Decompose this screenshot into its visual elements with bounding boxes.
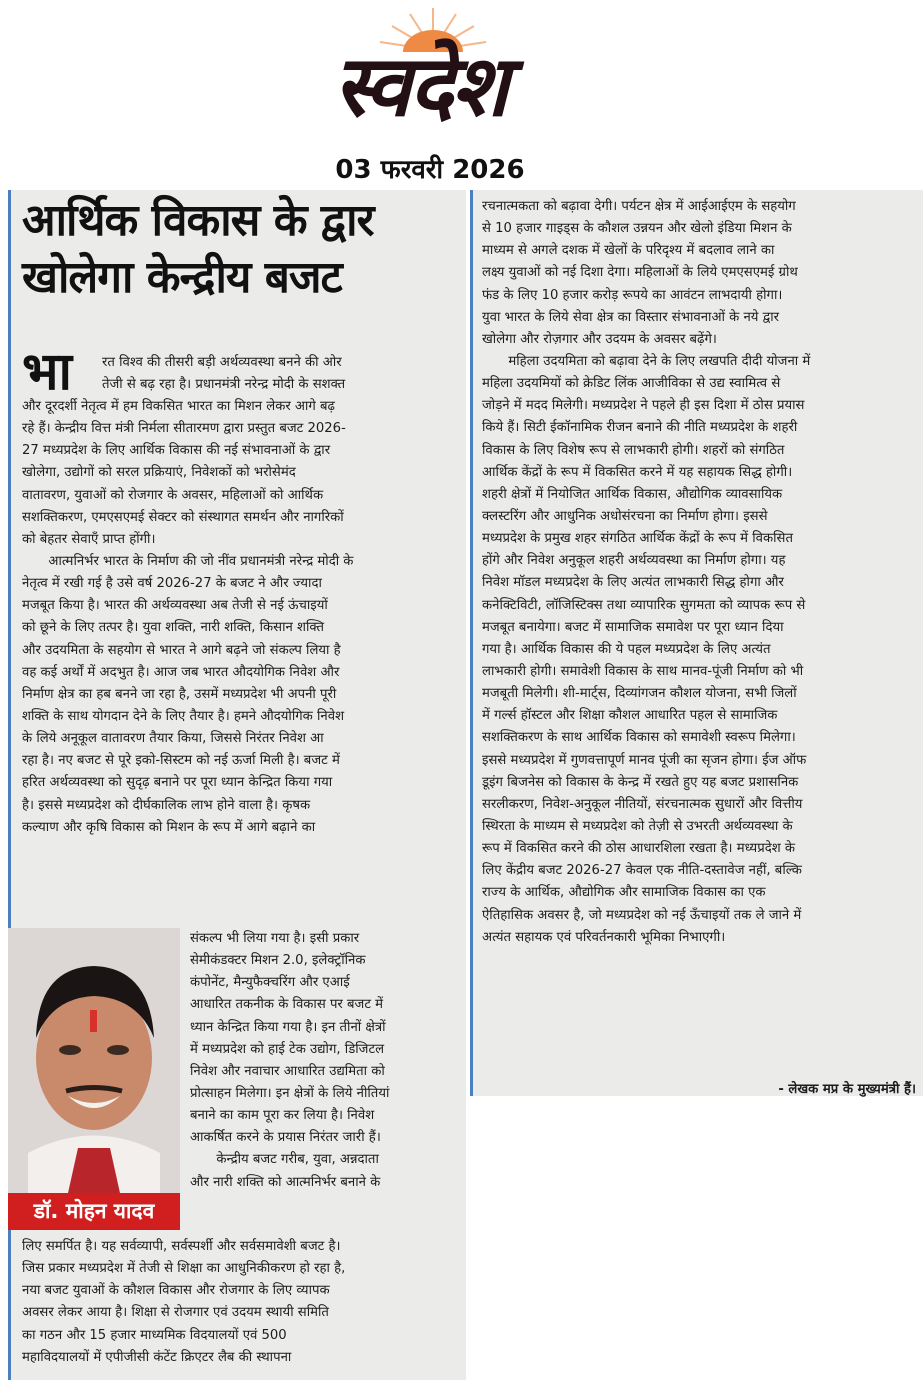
drop-cap: भा (22, 341, 73, 402)
text-line: रहे हैं। केन्द्रीय वित्त मंत्री निर्मला सीतारमण द्वारा प्रस्तुत बजट 2026- (22, 421, 346, 437)
text-line: है। इससे मध्यप्रदेश को दीर्घकालिक लाभ होने वाला है। कृषक (22, 797, 311, 813)
text-line: शक्ति के साथ योगदान देने के लिए तैयार है। हमने औदयोगिक निवेश (22, 708, 345, 724)
text-line: मजबूती मिलेगी। शी-मार्ट्स, दिव्यांगजन कौशल योजना, सभी जिलों (482, 686, 797, 702)
text-line: स्थिरता के माध्यम से मध्यप्रदेश को तेज़ी से उभरती अर्थव्यवस्था के (482, 818, 793, 834)
text-line: सरलीकरण, निवेश-अनुकूल नीतियों, संरचनात्मक सुधारों और वित्तीय (482, 796, 803, 812)
article-body-left-wrap (190, 928, 460, 1194)
text-line: राज्य के आर्थिक, औद्योगिक और सामाजिक विकास का एक (482, 885, 766, 901)
text-line: महिला उदयमिता को बढ़ावा देने के लिए लखपति दीदी योजना में (482, 353, 811, 369)
text-line: को बेहतर सेवाएँ प्राप्त होंगी। (22, 531, 156, 547)
text-line: कंपोनेंट, मैन्युफैक्चरिंग और एआई (190, 975, 350, 991)
text-line: अवसर लेकर आया है। शिक्षा से रोजगार एवं उदयम स्थायी समिति (22, 1305, 329, 1321)
text-line: जिस प्रकार मध्यप्रदेश में तेजी से शिक्षा का आधुनिकीकरण हो रहा है, (22, 1261, 346, 1277)
text-line: बनाने का काम पूरा कर लिया है। निवेश (190, 1108, 375, 1124)
article-body-left-bottom (22, 1236, 462, 1369)
text-line: तेजी से बढ़ रहा है। प्रधानमंत्री नरेन्द्र मोदी के सशक्त (102, 377, 346, 393)
text-line: वातावरण, युवाओं को रोजगार के अवसर, महिलाओं को आर्थिक (22, 487, 324, 503)
text-line: मजबूत किया है। भारत की अर्थव्यवस्था अब तेजी से नई ऊंचाइयों (22, 598, 328, 614)
text-line: प्रोत्साहन मिलेगा। इन क्षेत्रों के लिये नीतियां (190, 1085, 390, 1101)
text-line: रहा है। नए बजट से पूरे इको-सिस्टम को नई ऊर्जा मिली है। बजट में (22, 753, 340, 769)
text-line: नेतृत्व में रखी गई है उसे वर्ष 2026-27 के बजट ने और ज्यादा (22, 576, 322, 592)
text-line: केन्द्रीय बजट गरीब, युवा, अन्नदाता (190, 1152, 379, 1168)
text-line: गया है। आर्थिक विकास की ये पहल मध्यप्रदेश के लिए अत्यंत (482, 641, 771, 657)
text-line: निवेश मॉडल मध्यप्रदेश के लिए अत्यंत लाभकारी सिद्ध होगा और (482, 575, 784, 591)
text-line: डूइंग बिजनेस को विकास के केन्द्र में रखते हुए यह बजट प्रशासनिक (482, 774, 799, 790)
text-line: फंड के लिए 10 हजार करोड़ रूपये का आवंटन लाभदायी होगा। (482, 287, 783, 303)
text-line: में गर्ल्स हॉस्टल और शिक्षा कौशल आधारित पहल से सामाजिक (482, 708, 778, 724)
text-line: वह कई अर्थों में अदभुत है। आज जब भारत औदयोगिक निवेश और (22, 664, 340, 680)
text-line: विकास के लिए विशेष रूप से लाभकारी होगी। शहरों को संगठित (482, 442, 785, 458)
text-line: निर्माण क्षेत्र का हब बनने जा रहा है, उसमें मध्यप्रदेश भी अपनी पूरी (22, 686, 337, 702)
article-body-left-intro (102, 352, 457, 396)
text-line: ऐतिहासिक अवसर है, जो मध्यप्रदेश को नई ऊँचाइयों तक ले जाने में (482, 907, 802, 923)
article-headline (22, 192, 462, 306)
text-line: रचनात्मकता को बढ़ावा देगी। पर्यटन क्षेत्र में आईआईएम के सहयोग (482, 199, 796, 214)
text-line: महिला उदयमियों को क्रेडिट लिंक आजीविका से उद्य स्वामित्व से (482, 376, 781, 392)
text-line: लिए केंद्रीय बजट 2026-27 केवल एक नीति-दस्तावेज नहीं, बल्कि (482, 863, 802, 879)
text-line: 27 मध्यप्रदेश के लिए आर्थिक विकास की नई संभावनाओं के द्वार (22, 443, 331, 459)
text-line: और दूरदर्शी नेतृत्व में हम विकसित भारत का मिशन लेकर आगे बढ़ (22, 399, 335, 414)
text-line: नया बजट युवाओं के कौशल विकास और रोजगार के लिए व्यापक (22, 1283, 330, 1299)
text-line: सेमीकंडक्टर मिशन 2.0, इलेक्ट्रॉनिक (190, 953, 366, 969)
headline-line-1: आर्थिक विकास के द्वार (22, 195, 374, 246)
text-line: खोलेगा, उद्योगों को सरल प्रक्रियाएं, निवेशकों को भरोसेमंद (22, 465, 296, 481)
text-line: रूप में विकसित करने की ठोस आधारशिला रखता है। मध्यप्रदेश के (482, 841, 795, 857)
text-line: माध्यम से अगले दशक में खेलों के परिदृश्य में बदलाव लाने का (482, 243, 775, 259)
text-line: का गठन और 15 हजार माध्यमिक विदयालयों एवं 500 (22, 1327, 287, 1343)
author-signoff: - लेखक मप्र के मुख्यमंत्री हैं। (778, 1082, 916, 1097)
text-line: होंगे और निवेश अनुकूल शहरी अर्थव्यवस्था का निर्माण होगा। यह (482, 553, 786, 569)
text-line: आकर्षित करने के प्रयास निरंतर जारी हैं। (190, 1130, 381, 1146)
text-line: आर्थिक केंद्रों के रूप में विकसित करने में यह सहायक सिद्ध होगी। (482, 464, 793, 480)
text-line: इससे मध्यप्रदेश में गुणवत्तापूर्ण मानव पूंजी का सृजन होगा। ईज ऑफ (482, 752, 807, 768)
text-line: सशक्तिकरण, एमएसएमई सेक्टर को संस्थागत समर्थन और नागरिकों (22, 509, 344, 525)
text-line: लाभकारी होगी। समावेशी विकास के साथ मानव-पूंजी निर्माण को भी (482, 663, 804, 679)
text-line: किये हैं। सिटी ईकॉनामिक रीजन बनाने की नीति मध्यप्रदेश के शहरी (482, 420, 798, 436)
text-line: ध्यान केन्द्रित किया गया है। इन तीनों क्षेत्रों (190, 1019, 386, 1035)
text-line: रत विश्व की तीसरी बड़ी अर्थव्यवस्था बनने की ओर (102, 355, 342, 370)
text-line: और नारी शक्ति को आत्मनिर्भर बनाने के (190, 1174, 381, 1190)
text-line: सशक्तिकरण के साथ आर्थिक विकास को समावेशी स्वरूप मिलेगा। (482, 730, 796, 746)
text-line: के लिये अनूकूल वातावरण तैयार किया, जिससे निरंतर निवेश आ (22, 731, 324, 747)
newspaper-logo: स्वदेश (333, 36, 507, 135)
text-line: संकल्प भी लिया गया है। इसी प्रकार (190, 931, 360, 946)
text-line: खोलेगा और रोज़गार और उदयम के अवसर बढ़ेंगे। (482, 331, 717, 347)
text-line: निवेश और नवाचार आधारित उद्यमिता को (190, 1063, 385, 1079)
publication-date: 03 फरवरी 2026 (335, 155, 525, 185)
article-body-left (22, 396, 462, 839)
text-line: कल्याण और कृषि विकास को मिशन के रूप में आगे बढ़ाने का (22, 819, 316, 835)
text-line: को छूने के लिए तत्पर है। युवा शक्ति, नारी शक्ति, किसान शक्ति (22, 620, 324, 636)
text-line: शहरी क्षेत्रों में नियोजित आर्थिक विकास, औद्योगिक व्यावसायिक (482, 486, 783, 502)
text-line: मजबूत बनायेगा। बजट में सामाजिक समावेश पर पूरा ध्यान दिया (482, 619, 784, 635)
text-line: कनेक्टिविटी, लॉजिस्टिक्स तथा व्यापारिक सुगमता को व्यापक रूप से (482, 597, 806, 613)
text-line: हरित अर्थव्यवस्था को सुदृढ़ बनाने पर पूरा ध्यान केन्द्रित किया गया (22, 775, 333, 791)
text-line: लिए समर्पित है। यह सर्वव्यापी, सर्वस्पर्शी और सर्वसमावेशी बजट है। (22, 1239, 341, 1254)
text-line: से 10 हजार गाइड्स के कौशल उन्नयन और खेलो इंडिया मिशन के (482, 221, 792, 237)
author-name-caption: डॉ. मोहन यादव (8, 1193, 180, 1230)
text-line: मध्यप्रदेश के प्रमुख शहर संगठित आर्थिक केंद्रों के रूप में विकसित (482, 531, 793, 547)
text-line: जोड़ने में मदद मिलेगी। मध्यप्रदेश ने पहले ही इस दिशा में ठोस प्रयास (482, 398, 805, 414)
text-line: में मध्यप्रदेश को हाई टेक उद्योग, डिजिटल (190, 1041, 385, 1057)
text-line: आत्मनिर्भर भारत के निर्माण की जो नींव प्रधानमंत्री नरेन्द्र मोदी के (22, 553, 354, 569)
headline-line-2: खोलेगा केन्द्रीय बजट (22, 252, 342, 303)
text-line: महाविदयालयों में एपीजीसी कंटेंट क्रिएटर लैब की स्थापना (22, 1349, 292, 1365)
text-line: आधारित तकनीक के विकास पर बजट में (190, 997, 384, 1013)
text-line: युवा भारत के लिये सेवा क्षेत्र का विस्तार संभावनाओं के नये द्वार (482, 309, 780, 325)
author-photo (8, 928, 180, 1193)
text-line: लक्ष्य युवाओं को नई दिशा देगा। महिलाओं के लिये एमएसएमई ग्रोथ (482, 265, 798, 281)
text-line: अत्यंत सहायक एवं परिवर्तनकारी भूमिका निभाएगी। (482, 929, 726, 945)
article-body-right (482, 196, 918, 949)
text-line: क्लस्टरिंग और आधुनिक अधोसंरचना का निर्माण होगा। इससे (482, 508, 768, 524)
text-line: और उदयमिता के सहयोग से भारत ने आगे बढ़ने जो संकल्प लिया है (22, 642, 341, 658)
